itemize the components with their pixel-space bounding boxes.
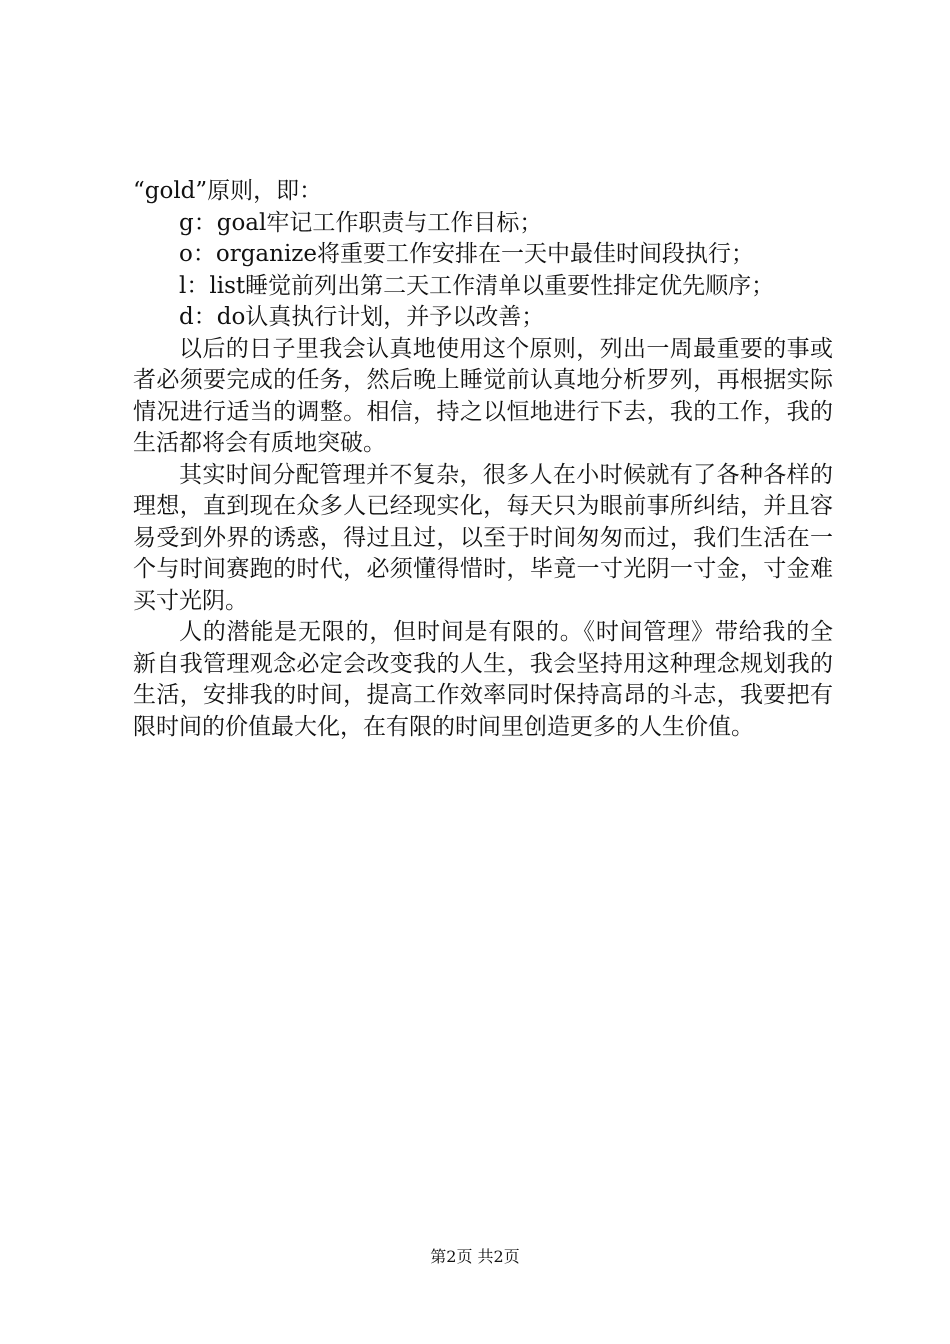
paragraph-goal: g：goal牢记工作职责与工作目标； bbox=[179, 209, 543, 236]
paragraph-future-plan: 以后的日子里我会认真地使用这个原则，列出一周最重要的事或者必须要完成的任务，然后晚上睡觉前认真地分析罗列，再根据实际情况进行适当的调整。相信，持之以恒地进行下去，我的工作，我的生活都将会有质地突破。 bbox=[133, 335, 833, 456]
paragraph-conclusion: 人的潜能是无限的，但时间是有限的。《时间管理》带给我的全新自我管理观念必定会改变我的人生，我会坚持用这种理念规划我的生活，安排我的时间，提高工作效率同时保持高昂的斗志，我要把有限时间的价值最大化，在有限的时间里创造更多的人生价值。 bbox=[133, 619, 833, 740]
paragraph-time-management: 其实时间分配管理并不复杂，很多人在小时候就有了各种各样的理想，直到现在众多人已经现实化，每天只为眼前事所纠结，并且容易受到外界的诱惑，得过且过，以至于时间匆匆而过，我们生活在一个与时间赛跑的时代，必须懂得惜时，毕竟一寸光阴一寸金，寸金难买寸光阴。 bbox=[133, 461, 833, 614]
document-body bbox=[133, 176, 833, 743]
paragraph-list: l：list睡觉前列出第二天工作清单以重要性排定优先顺序； bbox=[179, 272, 775, 299]
paragraph-gold-principle: “gold”原则，即： bbox=[133, 178, 323, 204]
page-footer: 第2页 共2页 bbox=[430, 1247, 520, 1266]
paragraph-organize: o：organize将重要工作安排在一天中最佳时间段执行； bbox=[179, 241, 755, 267]
paragraph-do: d：do认真执行计划，并予以改善； bbox=[179, 304, 545, 330]
